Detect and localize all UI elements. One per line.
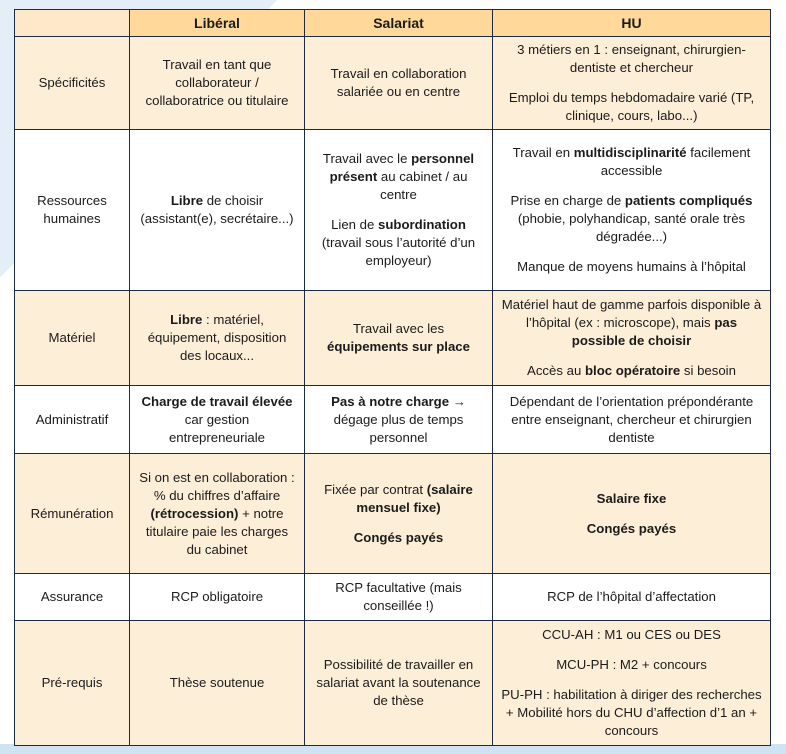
- text-run: Possibilité de travailler en salariat avant la soutenance de thèse: [316, 657, 481, 708]
- text-run: Emploi du temps hebdomadaire varié (TP, clinique, cours, labo...): [508, 90, 755, 123]
- row-pre-requis: [15, 621, 771, 746]
- cell-paragraph: [138, 469, 296, 559]
- cell-paragraph: [501, 393, 762, 447]
- row-specificites: [15, 37, 771, 130]
- cell-paragraph: [138, 393, 296, 447]
- cell-salariat: [305, 291, 493, 386]
- cell-hu: [493, 386, 771, 454]
- cell-hu: [493, 37, 771, 130]
- emphasis-text: pas possible de choisir: [571, 315, 738, 348]
- cell-liberal: [130, 574, 305, 621]
- text-run: Lien de: [331, 217, 378, 232]
- text-run: dégage plus de temps personnel: [333, 411, 464, 445]
- cell-paragraph: [501, 686, 762, 740]
- text-run: Travail en tant que collaborateur / collaboratrice ou titulaire: [145, 57, 289, 108]
- header-row: [15, 10, 771, 37]
- emphasis-text: multidisciplinarité: [573, 145, 687, 160]
- cell-hu: [493, 621, 771, 746]
- cell-liberal: [130, 291, 305, 386]
- cell-hu: [493, 454, 771, 574]
- cell-paragraph: [313, 393, 484, 447]
- text-run: Accès au: [527, 363, 585, 378]
- emphasis-text: Libre: [170, 312, 203, 327]
- cell-salariat: [305, 37, 493, 130]
- row-administratif: [15, 386, 771, 454]
- text-run: 3 métiers en 1 : enseignant, chirurgien-dentiste et chercheur: [517, 42, 746, 75]
- cell-paragraph: [313, 656, 484, 710]
- cell-liberal: [130, 454, 305, 574]
- text-run: Prise en charge de: [510, 193, 625, 208]
- text-run: car gestion entrepreneuriale: [168, 411, 266, 445]
- cell-paragraph: [138, 56, 296, 110]
- text-run: RCP facultative (mais conseillée !): [335, 580, 462, 613]
- text-run: CCU-AH : M1 ou CES ou DES: [542, 627, 721, 642]
- emphasis-text: Salaire fixe: [596, 490, 667, 506]
- cell-paragraph: [501, 626, 762, 644]
- cell-hu: [493, 574, 771, 621]
- text-run: Travail avec le: [322, 151, 412, 166]
- row-remuneration: [15, 454, 771, 574]
- emphasis-text: Congés payés: [586, 520, 677, 536]
- cell-paragraph: [501, 192, 762, 246]
- cell-paragraph: [313, 320, 484, 356]
- text-run: Fixée par contrat: [324, 481, 427, 497]
- emphasis-text: Charge de travail élevée: [141, 393, 293, 409]
- row-assurance: [15, 574, 771, 621]
- header-hu: HU: [493, 10, 771, 37]
- text-run: (phobie, polyhandicap, santé orale très dégradée...): [517, 211, 746, 244]
- text-run: Travail en collaboration salariée ou en centre: [330, 66, 467, 99]
- cell-salariat: [305, 454, 493, 574]
- text-run: si besoin: [680, 363, 736, 378]
- cell-paragraph: [501, 588, 762, 606]
- cell-paragraph: [138, 192, 296, 228]
- cell-hu: [493, 291, 771, 386]
- row-label: Ressources humaines: [15, 130, 130, 291]
- cell-paragraph: [313, 216, 484, 270]
- row-ressources-humaines: [15, 130, 771, 291]
- text-run: Manque de moyens humains à l’hôpital: [517, 259, 746, 274]
- cell-hu: [493, 130, 771, 291]
- emphasis-text: Congés payés: [353, 529, 444, 545]
- text-run: Thèse soutenue: [169, 675, 265, 690]
- emphasis-text: subordination: [378, 217, 466, 232]
- header-corner: [15, 10, 130, 37]
- comparison-table: [14, 9, 771, 746]
- cell-paragraph: [501, 41, 762, 77]
- text-run: (travail sous l’autorité d’un employeur): [321, 235, 476, 268]
- row-label: Assurance: [15, 574, 130, 621]
- row-label: Spécificités: [15, 37, 130, 130]
- cell-paragraph: [138, 674, 296, 692]
- cell-paragraph: [313, 150, 484, 204]
- cell-paragraph: [501, 258, 762, 276]
- text-run: au cabinet / au centre: [377, 169, 468, 202]
- row-label: Administratif: [15, 386, 130, 454]
- emphasis-text: personnel présent: [329, 151, 475, 184]
- cell-liberal: [130, 386, 305, 454]
- emphasis-text: équipements sur place: [327, 339, 470, 354]
- text-run: RCP de l’hôpital d’affectation: [547, 589, 716, 604]
- cell-liberal: [130, 621, 305, 746]
- cell-liberal: [130, 37, 305, 130]
- text-run: Si on est en collaboration : % du chiffres d’affaire: [139, 469, 295, 503]
- text-run: + notre titulaire paie les charges du cabinet: [145, 505, 289, 557]
- text-run: Travail avec les: [352, 321, 445, 336]
- row-label: Rémunération: [15, 454, 130, 574]
- text-run: Matériel haut de gamme parfois disponible à l’hôpital (ex : microscope), mais: [501, 297, 762, 330]
- cell-salariat: [305, 621, 493, 746]
- cell-salariat: [305, 574, 493, 621]
- cell-paragraph: [313, 529, 484, 547]
- text-run: : matériel, équipement, disposition des locaux...: [147, 312, 287, 363]
- cell-paragraph: [313, 481, 484, 517]
- text-run: de choisir (assistant(e), secrétaire...): [140, 193, 294, 226]
- cell-paragraph: [501, 362, 762, 380]
- cell-paragraph: [501, 89, 762, 125]
- cell-paragraph: [501, 490, 762, 508]
- header-salariat: Salariat: [305, 10, 493, 37]
- cell-paragraph: [501, 144, 762, 180]
- text-run: PU-PH : habilitation à diriger des recherches + Mobilité hors du CHU d’affection d’1 an + concours: [501, 687, 762, 738]
- cell-paragraph: [501, 520, 762, 538]
- emphasis-text: Libre: [170, 193, 204, 208]
- cell-paragraph: [313, 65, 484, 101]
- row-label: Matériel: [15, 291, 130, 386]
- cell-paragraph: [501, 296, 762, 350]
- text-run: MCU-PH : M2 + concours: [556, 657, 707, 672]
- cell-salariat: [305, 130, 493, 291]
- row-materiel: [15, 291, 771, 386]
- text-run: facilement accessible: [600, 145, 751, 178]
- cell-paragraph: [501, 656, 762, 674]
- cell-paragraph: [313, 579, 484, 615]
- emphasis-text: (rétrocession): [150, 505, 239, 521]
- cell-salariat: [305, 386, 493, 454]
- cell-paragraph: [138, 588, 296, 606]
- row-label: Pré-requis: [15, 621, 130, 746]
- emphasis-text: Pas à notre charge →: [331, 393, 466, 409]
- cell-liberal: [130, 130, 305, 291]
- text-run: Travail en: [512, 145, 574, 160]
- emphasis-text: (salaire mensuel fixe): [356, 481, 473, 515]
- header-liberal: Libéral: [130, 10, 305, 37]
- emphasis-text: patients compliqués: [624, 193, 753, 208]
- text-run: Dépendant de l’orientation prépondérante entre enseignant, chercheur et chirurgien dentiste: [509, 393, 754, 445]
- emphasis-text: bloc opératoire: [584, 363, 681, 378]
- text-run: RCP obligatoire: [170, 589, 264, 604]
- cell-paragraph: [138, 311, 296, 365]
